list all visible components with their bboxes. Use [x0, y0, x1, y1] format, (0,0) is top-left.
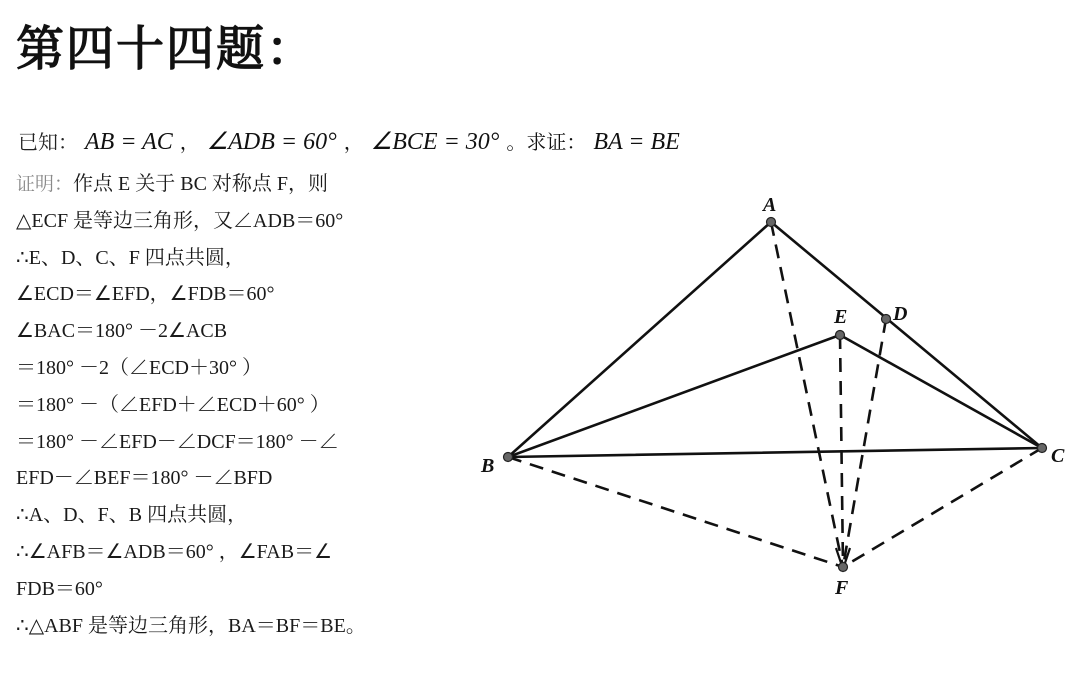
proof-lead-label: 证明： [16, 173, 74, 195]
given-condition-3: ∠BCE = 30° [370, 129, 500, 155]
proof-line: ∴E、D、C、F 四点共圆， [16, 246, 245, 269]
label-e: E [834, 306, 848, 328]
segment-ef-dashed [840, 335, 843, 567]
given-separator-1: ， [179, 130, 200, 154]
given-separator-2: ， [343, 130, 364, 154]
given-label: 已知： [18, 130, 78, 154]
point-e-dot [836, 331, 845, 340]
point-d-dot [882, 315, 891, 324]
given-condition-2: ∠ADB = 60° [206, 129, 337, 155]
proof-body [16, 166, 486, 644]
segment-bf-dashed [508, 457, 843, 567]
segment-bc [508, 448, 1042, 457]
point-a-dot [767, 218, 776, 227]
label-f: F [835, 577, 849, 599]
label-c: C [1051, 445, 1065, 467]
prove-label: 。求证： [506, 130, 587, 154]
given-statement [18, 126, 680, 156]
label-b: B [481, 455, 495, 477]
proof-line: △ECF 是等边三角形，又∠ADB＝60° [16, 209, 344, 232]
prove-goal: BA = BE [593, 129, 680, 155]
proof-line: ＝180° －∠EFD－∠DCF＝180° －∠ [16, 430, 339, 453]
label-a: A [763, 194, 777, 216]
segment-be [508, 335, 840, 457]
segment-cf-dashed [843, 448, 1042, 567]
proof-line: ∴∠AFB＝∠ADB＝60° ，∠FAB＝∠ [16, 540, 332, 563]
proof-line: ∠BAC＝180° －2∠ACB [16, 320, 228, 343]
point-f-dot [839, 563, 848, 572]
proof-line: ∠ECD＝∠EFD，∠FDB＝60° [16, 283, 275, 306]
point-c-dot [1038, 444, 1047, 453]
proof-line: ＝180° －（∠EFD＋∠ECD＋60° ） [16, 393, 330, 416]
proof-line-text: 作点 E 关于 BC 对称点 F，则 [73, 173, 329, 195]
segment-ab [508, 222, 771, 457]
problem-title: 第四十四题： [16, 21, 317, 77]
point-b-dot [504, 453, 513, 462]
given-condition-1: AB = AC [85, 129, 173, 155]
label-d: D [893, 303, 908, 325]
geometry-figure [470, 180, 1080, 610]
proof-line: FDB＝60° [16, 577, 103, 600]
proof-line [16, 166, 486, 203]
segment-ec [840, 335, 1042, 448]
proof-line: ∴A、D、F、B 四点共圆， [16, 504, 248, 527]
proof-line: ∴△ABF 是等边三角形，BA＝BF＝BE。 [16, 614, 366, 637]
proof-line: EFD－∠BEF＝180° －∠BFD [16, 467, 273, 490]
proof-line: ＝180° －2（∠ECD＋30° ） [16, 356, 262, 379]
